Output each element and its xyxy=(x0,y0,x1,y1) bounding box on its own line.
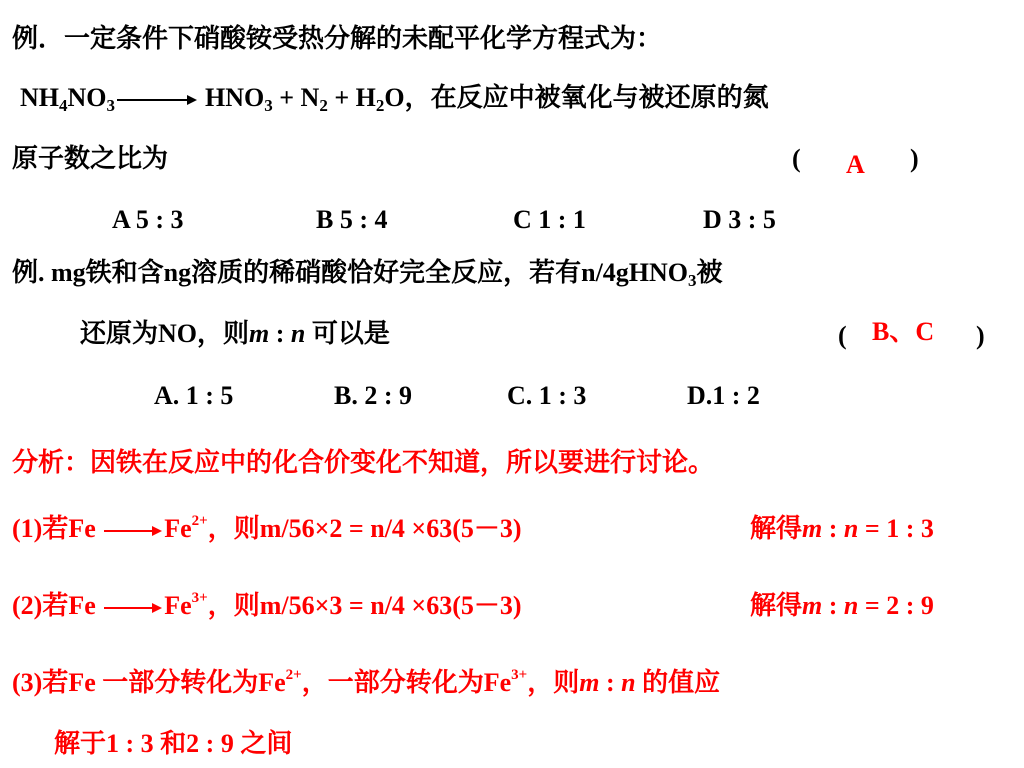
example2-line2-text: 还原为NO，则 xyxy=(80,319,250,348)
example1-paren-close: ) xyxy=(910,144,919,173)
product-h-sub: 2 xyxy=(375,96,385,115)
example1-question-tail: ，在反应中被氧化与被还原的氮 xyxy=(404,83,769,112)
case3-charge-3: 3+ xyxy=(511,667,528,683)
example2-line1 xyxy=(12,258,723,288)
product-o: O xyxy=(384,83,405,112)
case1-charge: 2+ xyxy=(191,513,208,529)
case2-result: = 2 : 9 xyxy=(858,591,934,620)
case3-lead: (3)若Fe 一部分转化为Fe xyxy=(12,668,286,697)
case1-equation: ，则m/56×2 = n/4 ×63(5－3) xyxy=(207,514,522,543)
case1-solve-label: 解得 xyxy=(750,514,803,543)
example1-option-d: D 3 : 5 xyxy=(703,205,776,234)
example1-option-a: A 5 : 3 xyxy=(112,205,184,234)
product-n-sub: 2 xyxy=(319,96,328,115)
case3-colon: : xyxy=(599,668,622,697)
case1-lead: (1)若Fe xyxy=(12,514,103,543)
product-n: + N xyxy=(272,83,320,112)
case2-lead: (2)若Fe xyxy=(12,591,103,620)
case2-charge: 3+ xyxy=(191,590,208,606)
case1-solution xyxy=(750,514,934,544)
reactant-nh: NH xyxy=(20,83,59,112)
example1-option-b: B 5 : 4 xyxy=(316,205,388,234)
case2-var-m: m xyxy=(802,591,823,620)
case2-solution xyxy=(750,591,934,621)
reaction-arrow-icon xyxy=(117,93,197,107)
example2-var-m: m xyxy=(249,319,270,348)
analysis-case1 xyxy=(12,514,522,544)
case1-var-n: n xyxy=(843,514,859,543)
product-hno: HNO xyxy=(205,83,265,112)
example2-line2-tail: 可以是 xyxy=(305,319,390,348)
case1-result: = 1 : 3 xyxy=(858,514,934,543)
case3-var-m: m xyxy=(579,668,600,697)
example1-intro: 例．一定条件下硝酸铵受热分解的未配平化学方程式为： xyxy=(12,24,663,53)
case2-arrow-icon xyxy=(104,601,162,615)
analysis-case3 xyxy=(12,668,720,698)
example2-line2 xyxy=(80,319,390,349)
case2-equation: ，则m/56×3 = n/4 ×63(5－3) xyxy=(207,591,522,620)
reactant-sub-3: 3 xyxy=(106,96,115,115)
example2-line1-text: 例. mg铁和含ng溶质的稀硝酸恰好完全反应，若有n/4gHNO xyxy=(12,258,689,287)
case2-fe: Fe xyxy=(164,591,192,620)
example1-answer: A xyxy=(846,150,865,179)
case1-arrow-icon xyxy=(104,524,162,538)
analysis-text: 分析：因铁在反应中的化合价变化不知道，所以要进行讨论。 xyxy=(12,448,715,477)
case2-solve-label: 解得 xyxy=(750,591,803,620)
case1-fe: Fe xyxy=(164,514,192,543)
case3-charge-2: 2+ xyxy=(285,667,302,683)
product-h: + H xyxy=(327,83,376,112)
example2-answer: B、C xyxy=(872,317,935,346)
example2-sub-3: 3 xyxy=(688,271,697,290)
case3-var-n: n xyxy=(621,668,636,697)
case1-colon: : xyxy=(822,514,844,543)
example2-line1-tail: 被 xyxy=(696,258,723,287)
case3-line2: 解于1 : 3 和2 : 9 之间 xyxy=(54,729,293,758)
example2-option-b: B. 2 : 9 xyxy=(334,381,412,410)
example2-var-n: n xyxy=(290,319,306,348)
example1-paren-open: ( xyxy=(792,144,801,173)
example1-line3: 原子数之比为 xyxy=(12,144,169,173)
case2-colon: : xyxy=(822,591,844,620)
reactant-no: NO xyxy=(67,83,107,112)
example2-option-a: A. 1 : 5 xyxy=(154,381,234,410)
case3-mid: ，一部分转化为Fe xyxy=(301,668,512,697)
example1-equation xyxy=(20,83,769,113)
example2-paren-open: ( xyxy=(838,321,847,350)
case3-tail: ，则 xyxy=(527,668,580,697)
example2-colon: : xyxy=(269,319,291,348)
reactant-sub-4: 4 xyxy=(59,96,68,115)
example2-paren-close: ) xyxy=(976,321,985,350)
case3-end: 的值应 xyxy=(635,668,721,697)
case2-var-n: n xyxy=(843,591,859,620)
analysis-case2 xyxy=(12,591,522,621)
example2-option-d: D.1 : 2 xyxy=(687,381,760,410)
example1-option-c: C 1 : 1 xyxy=(513,205,586,234)
product-sub-3: 3 xyxy=(264,96,273,115)
example2-option-c: C. 1 : 3 xyxy=(507,381,587,410)
case1-var-m: m xyxy=(802,514,823,543)
